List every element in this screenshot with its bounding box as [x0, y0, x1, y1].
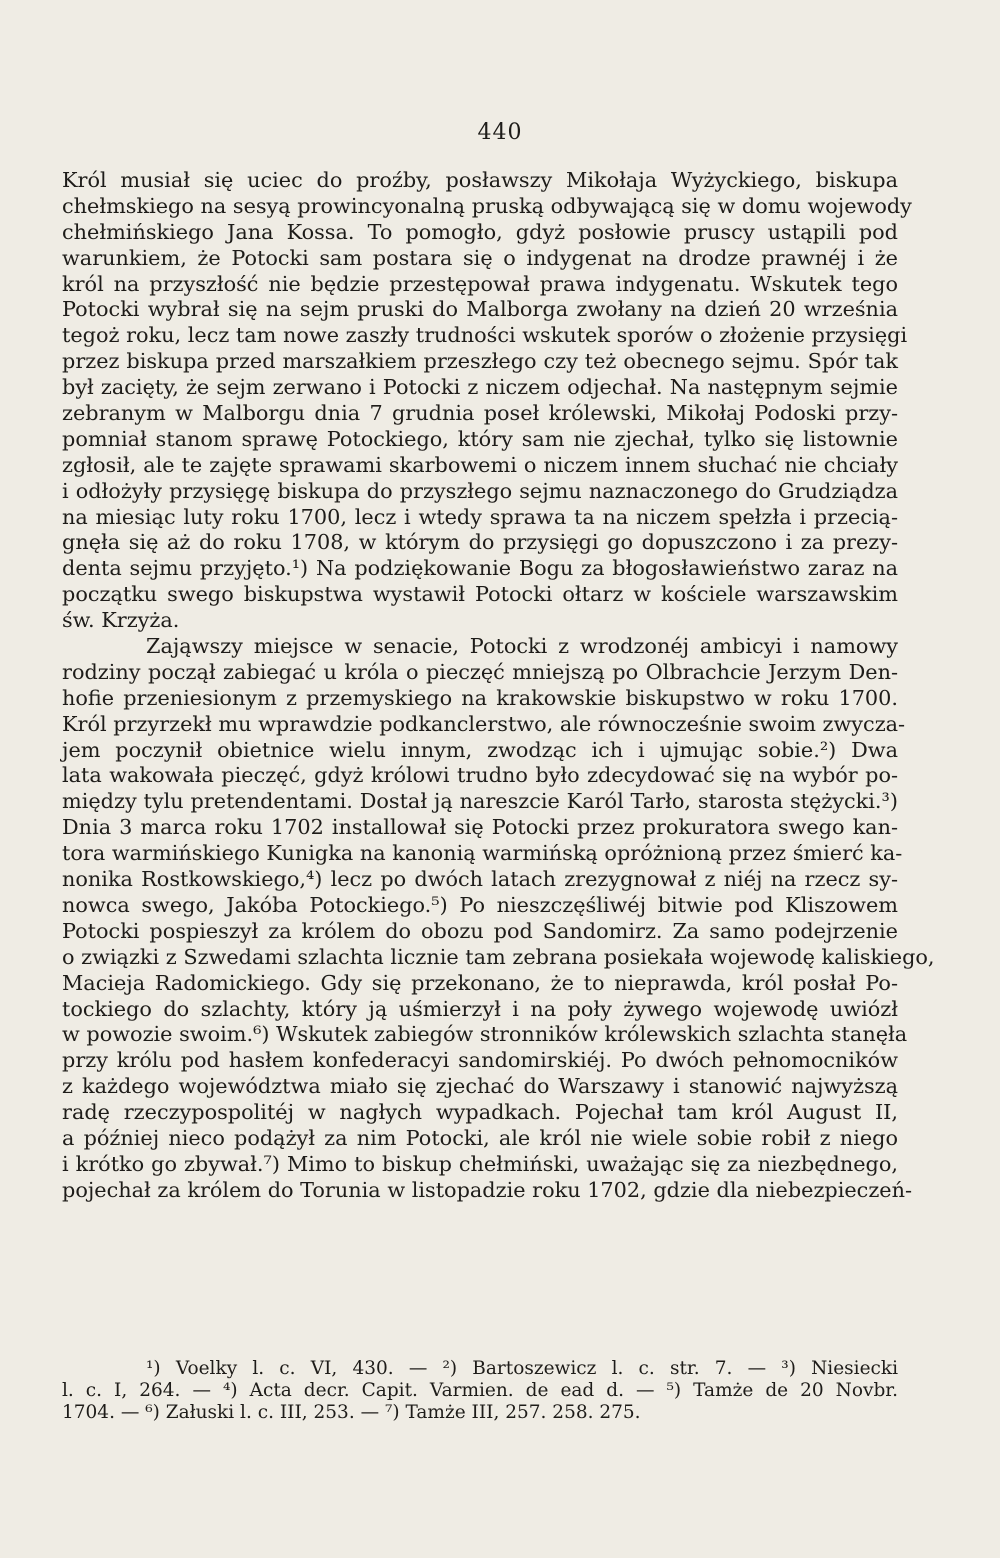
text-line: warunkiem, że Potocki sam postara się o indygenat na drodze prawnéj i że — [62, 245, 898, 270]
text-line: denta sejmu przyjęto.¹) Na podziękowanie Bogu za błogosławieństwo zaraz na — [62, 556, 898, 581]
text-line: między tylu pretendentami. Dostał ją nareszcie Karól Tarło, starosta stężycki.³) — [62, 789, 898, 814]
footnote-line: ¹) Voelky l. c. VI, 430. — ²) Bartoszewicz l. c. str. 7. — ³) Niesiecki — [146, 1358, 898, 1379]
text-line: Potocki pospieszył za królem do obozu pod Sandomirz. Za samo podejrzenie — [62, 918, 898, 943]
text-line: przez biskupa przed marszałkiem przeszłego czy też obecnego sejmu. Spór tak — [62, 349, 898, 374]
footnote-line: 1704. — ⁶) Załuski l. c. III, 253. — ⁷) Tamże III, 257. 258. 275. — [62, 1402, 641, 1423]
text-line: z każdego województwa miało się zjechać do Warszawy i stanowić najwyższą — [62, 1074, 898, 1099]
text-line: król na przyszłość nie będzie przestępował prawa indygenatu. Wskutek tego — [62, 271, 898, 296]
text-line: Król musiał się uciec do proźby, posławszy Mikołaja Wyżyckiego, biskupa — [62, 168, 898, 192]
text-line: pojechał za królem do Torunia w listopadzie roku 1702, gdzie dla niebezpieczeń- — [62, 1177, 913, 1202]
text-line: nonika Rostkowskiego,⁴) lecz po dwóch latach zrezygnował z niéj na rzecz sy- — [62, 867, 898, 892]
text-line: jem poczynił obietnice wielu innym, zwodząc ich i ujmując sobie.²) Dwa — [62, 737, 898, 762]
text-line: i odłożyły przysięgę biskupa do przyszłego sejmu naznaczonego do Grudziądza — [62, 478, 898, 503]
text-line: gnęła się aż do roku 1708, w którym do przysięgi go dopuszczono i za prezy- — [62, 530, 898, 555]
text-line: rodziny począł zabiegać u króla o pieczęć mniejszą po Olbrachcie Jerzym Den- — [62, 659, 898, 684]
body-text — [62, 168, 935, 1204]
text-line: chełmińskiego Jana Kossa. To pomogło, gdyż posłowie pruscy ustąpili pod — [62, 219, 898, 244]
text-line: Król przyrzekł mu wprawdzie podkanclerstwo, ale równocześnie swoim zwycza- — [62, 711, 906, 736]
text-line: nowca swego, Jakóba Potockiego.⁵) Po nieszczęśliwéj bitwie pod Kliszowem — [62, 892, 898, 917]
text-line: początku swego biskupstwa wystawił Potocki ołtarz w kościele warszawskim — [62, 582, 898, 607]
text-line: przy królu pod hasłem konfederacyi sandomirskiéj. Po dwóch pełnomocników — [62, 1048, 898, 1073]
text-line: tora warmińskiego Kunigka na kanonią warmińską opróżnioną przez śmierć ka- — [62, 841, 903, 866]
text-line: tegoż roku, lecz tam nowe zaszły trudności wskutek sporów o złożenie przysięgi — [62, 323, 908, 348]
text-line: hofie przeniesionym z przemyskiego na krakowskie biskupstwo w roku 1700. — [62, 685, 898, 710]
text-line: zebranym w Malborgu dnia 7 grudnia poseł królewski, Mikołaj Podoski przy- — [62, 401, 898, 426]
text-line: św. Krzyża. — [62, 608, 180, 633]
footnotes — [62, 1358, 898, 1424]
text-line: tockiego do szlachty, który ją uśmierzył i na poły żywego wojewodę uwiózł — [62, 996, 898, 1021]
text-line: Dnia 3 marca roku 1702 installował się Potocki przez prokuratora swego kan- — [62, 815, 898, 840]
text-line: zgłosił, ale te zajęte sprawami skarbowemi o niczem innem słuchać nie chciały — [62, 452, 898, 477]
text-line: o związki z Szwedami szlachta licznie tam zebrana posiekała wojewodę kaliskiego, — [62, 944, 935, 969]
text-line: w powozie swoim.⁶) Wskutek zabiegów stronników królewskich szlachta stanęła — [62, 1022, 908, 1047]
footnote-line: l. c. I, 264. — ⁴) Acta decr. Capit. Varmien. de ead d. — ⁵) Tamże de 20 Novbr. — [62, 1380, 898, 1401]
footnote-list — [62, 1358, 898, 1424]
text-line: Zająwszy miejsce w senacie, Potocki z wrodzonéj ambicyi i namowy — [146, 634, 898, 659]
text-line: Macieja Radomickiego. Gdy się przekonano, że to nieprawda, król posłał Po- — [62, 970, 898, 995]
text-line: był zacięty, że sejm zerwano i Potocki z niczem odjechał. Na następnym sejmie — [62, 375, 898, 400]
text-line: a później nieco podążył za nim Potocki, ale król nie wiele sobie robił z niego — [62, 1125, 898, 1150]
text-line: lata wakowała pieczęć, gdyż królowi trudno było zdecydować się na wybór po- — [62, 763, 898, 788]
text-line: Potocki wybrał się na sejm pruski do Malborga zwołany na dzień 20 września — [62, 297, 898, 322]
text-line: radę rzeczypospolitéj w nagłych wypadkach. Pojechał tam król August II, — [62, 1100, 898, 1125]
paragraphs — [62, 168, 935, 1204]
text-line: chełmskiego na sesyą prowincyonalną pruską odbywającą się w domu wojewody — [62, 193, 912, 218]
page-number: 440 — [477, 120, 523, 145]
text-line: na miesiąc luty roku 1700, lecz i wtedy sprawa ta na niczem spełzła i przecią- — [62, 504, 898, 529]
text-line: i krótko go zbywał.⁷) Mimo to biskup chełmiński, uważając się za niezbędnego, — [62, 1151, 898, 1176]
text-line: pomniał stanom sprawę Potockiego, który sam nie zjechał, tylko się listownie — [62, 426, 898, 451]
